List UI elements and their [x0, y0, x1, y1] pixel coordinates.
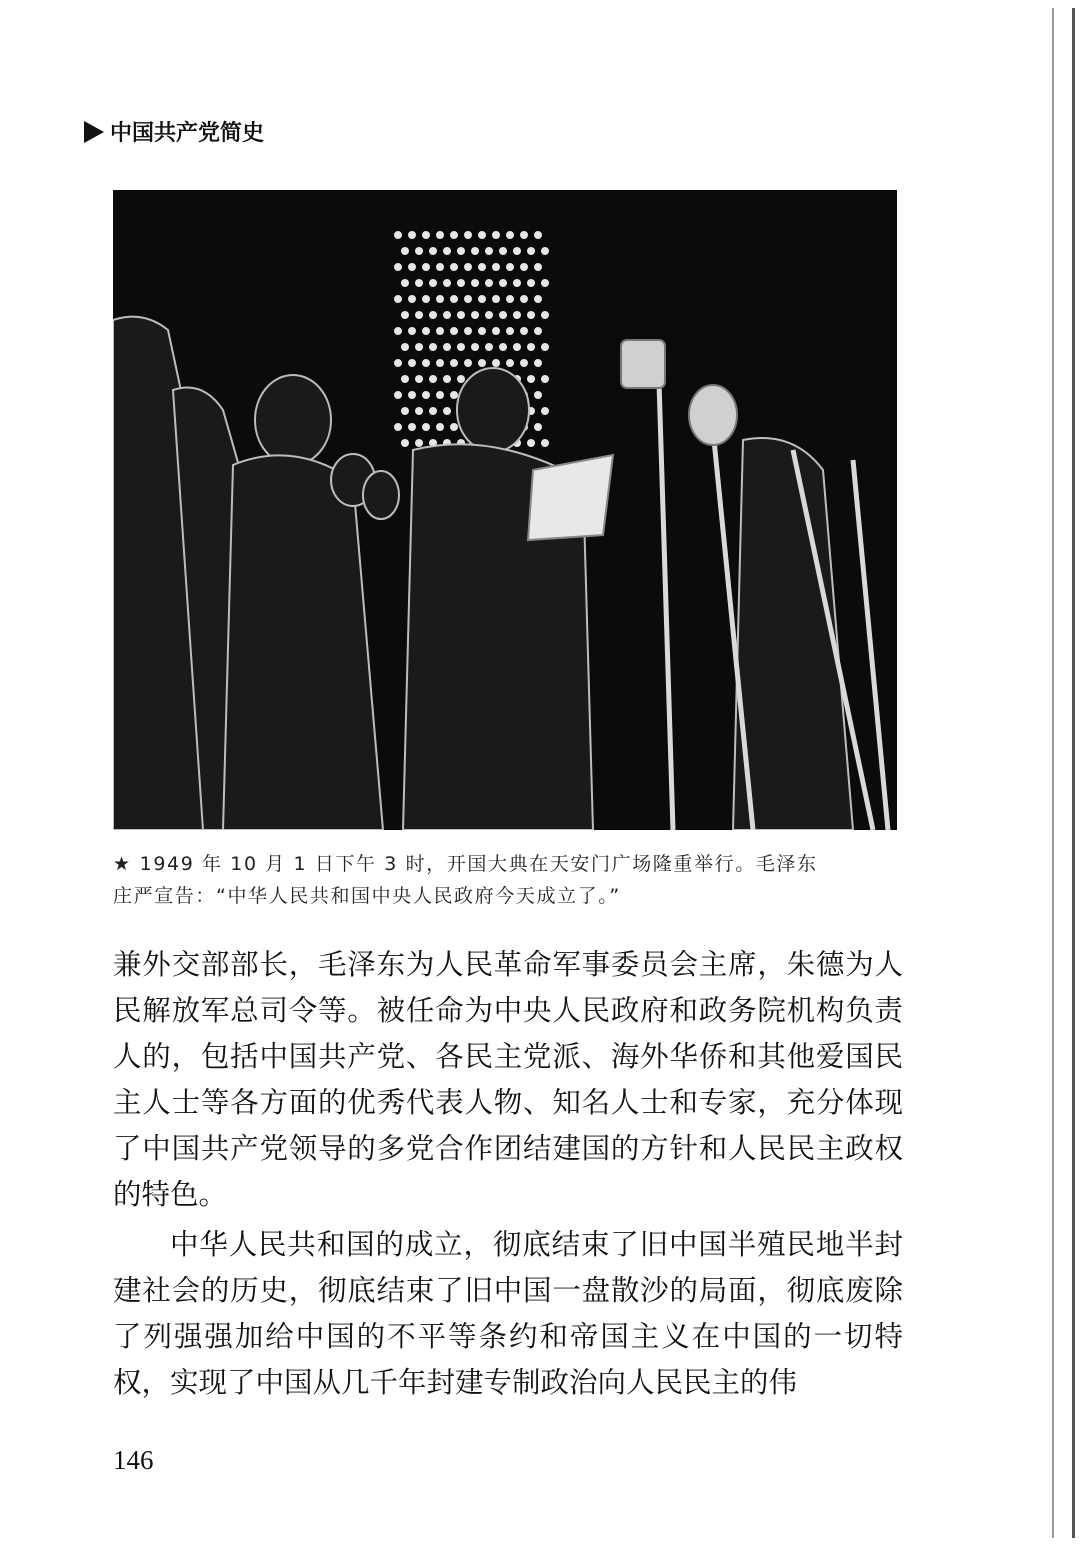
- founding-ceremony-photo: [113, 190, 897, 830]
- paragraph: 中华人民共和国的成立，彻底结束了旧中国半殖民地半封建社会的历史，彻底结束了旧中国一盘散沙的局面，彻底废除了列强强加给中国的不平等条约和帝国主义在中国的一切特权，实现了中国从几千年封建专制政治向人民民主的伟: [113, 1228, 903, 1399]
- caption-line: [113, 848, 903, 880]
- caption-line: 庄严宣告：“中华人民共和国中央人民政府今天成立了。”: [113, 885, 621, 907]
- page-number: 146: [113, 1445, 154, 1475]
- triangle-arrow-icon: [84, 121, 104, 143]
- edge-line: [1072, 8, 1075, 1538]
- star-icon: ★: [113, 853, 132, 875]
- page-edge: [1050, 0, 1080, 1546]
- running-head: [84, 116, 264, 147]
- caption-text: 1949 年 10 月 1 日下午 3 时，开国大典在天安门广场隆重举行。毛泽东: [139, 853, 818, 875]
- running-head-title: 中国共产党简史: [110, 121, 265, 146]
- paragraph: 兼外交部部长，毛泽东为人民革命军事委员会主席，朱德为人民解放军总司令等。被任命为中央人民政府和政务院机构负责人的，包括中国共产党、各民主党派、海外华侨和其他爱国民主人士等各方面的优秀代表人物、知名人士和专家，充分体现了中国共产党领导的多党合作团结建国的方针和人民民主政权的特色。: [113, 948, 903, 1211]
- figure-caption: [113, 848, 903, 912]
- body-text: [113, 942, 903, 1406]
- edge-line: [1052, 8, 1054, 1538]
